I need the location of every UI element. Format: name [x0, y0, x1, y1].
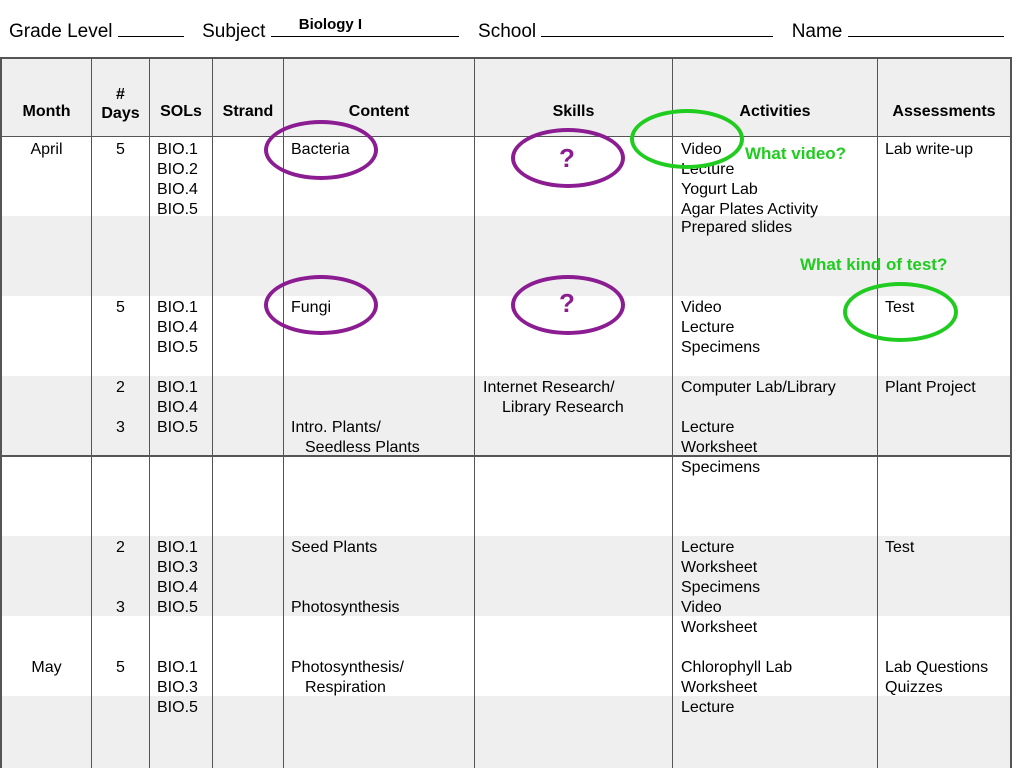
form-header	[9, 18, 1004, 43]
activity-item: Specimens	[681, 459, 761, 476]
sol-code: BIO.4	[157, 579, 198, 596]
sol-code: BIO.1	[157, 659, 198, 676]
activity-item: Agar Plates Activity	[681, 201, 818, 218]
days-cell: 5	[116, 659, 125, 676]
question-mark-annotation: ?	[559, 143, 575, 173]
activity-item: Specimens	[681, 339, 761, 356]
days-cell: 5	[116, 141, 125, 158]
assessment-cell: Lab write-up	[885, 141, 974, 158]
sol-code: BIO.4	[157, 181, 198, 198]
sol-code: BIO.3	[157, 679, 198, 696]
col-divider	[877, 57, 878, 768]
activities-cell	[681, 658, 792, 718]
assessment-cell: Plant Project	[885, 379, 976, 396]
subject-label: Subject	[202, 21, 266, 42]
skill-line: Internet Research/	[483, 379, 615, 396]
content-line: Intro. Plants/	[291, 419, 381, 436]
grade-level-field[interactable]	[118, 18, 184, 37]
spacer	[681, 398, 836, 418]
sol-code: BIO.4	[157, 399, 198, 416]
content-cell: Photosynthesis	[291, 599, 400, 616]
subject-field[interactable]	[271, 18, 459, 37]
activity-item: Worksheet	[681, 439, 758, 456]
activities-cell	[681, 378, 836, 478]
test-circle-annotation	[843, 282, 958, 342]
col-divider	[212, 57, 213, 768]
activity-item: Worksheet	[681, 559, 758, 576]
activity-item: Chlorophyll Lab	[681, 659, 793, 676]
content-cell: Fungi	[291, 299, 332, 316]
activity-item: Lecture	[681, 539, 735, 556]
content-line: Respiration	[305, 679, 386, 696]
school-label: School	[478, 21, 537, 42]
what-test-note: What kind of test?	[800, 255, 948, 274]
sol-code: BIO.1	[157, 379, 198, 396]
col-header-skills: Skills	[552, 103, 595, 120]
col-divider	[1010, 57, 1012, 768]
days-cell	[92, 378, 149, 438]
sols-cell	[157, 140, 198, 220]
content-cell: Seed Plants	[291, 539, 378, 556]
sol-code: BIO.1	[157, 141, 198, 158]
assessment-line: Quizzes	[885, 679, 943, 696]
days-value: 3	[116, 419, 125, 436]
col-header-strand: Strand	[222, 103, 274, 120]
activity-item: Lecture	[681, 699, 735, 716]
header-band	[2, 59, 1010, 137]
activity-item: Worksheet	[681, 619, 758, 636]
days-label: Days	[101, 105, 140, 122]
col-header-activities: Activities	[739, 103, 811, 120]
assessment-cell	[885, 658, 988, 698]
school-field[interactable]	[541, 18, 773, 37]
sols-cell	[157, 298, 198, 358]
table-top-border	[0, 57, 1012, 59]
col-divider	[474, 57, 475, 768]
skill-line: Library Research	[502, 399, 624, 416]
sol-code: BIO.5	[157, 699, 198, 716]
name-field[interactable]	[848, 18, 1004, 37]
sols-cell	[157, 378, 198, 438]
activity-item: Lecture	[681, 319, 735, 336]
activity-item: Computer Lab/Library	[681, 379, 836, 396]
sols-cell	[157, 658, 198, 718]
days-cell	[92, 538, 149, 618]
sol-code: BIO.1	[157, 299, 198, 316]
sol-code: BIO.2	[157, 161, 198, 178]
sol-code: BIO.5	[157, 419, 198, 436]
sol-code: BIO.5	[157, 201, 198, 218]
content-line: Seedless Plants	[305, 439, 420, 456]
activity-item: Video	[681, 141, 722, 158]
col-divider	[149, 57, 150, 768]
row-band	[2, 696, 1010, 768]
assessment-cell: Test	[885, 539, 915, 556]
sol-code: BIO.5	[157, 339, 198, 356]
fungi-circle-annotation	[264, 275, 378, 335]
assessment-cell: Test	[885, 299, 915, 316]
skills-cell	[483, 378, 624, 418]
question-mark-annotation: ?	[559, 288, 575, 318]
activity-item: Yogurt Lab	[681, 181, 758, 198]
sol-code: BIO.5	[157, 599, 198, 616]
activity-item: Video	[681, 599, 722, 616]
activity-item: Lecture	[681, 419, 735, 436]
days-value: 2	[116, 379, 125, 396]
subject-value: Biology I	[298, 16, 363, 33]
spacer	[92, 398, 149, 418]
days-value: 2	[116, 539, 125, 556]
col-header-days	[92, 85, 149, 123]
grade-level-label: Grade Level	[9, 21, 113, 42]
month-cell: April	[30, 141, 63, 158]
content-cell	[291, 658, 404, 698]
month-cell: May	[31, 659, 62, 676]
activity-item: Lecture	[681, 161, 735, 178]
col-header-assessments: Assessments	[892, 103, 996, 120]
content-line: Photosynthesis/	[291, 659, 404, 676]
col-header-month: Month	[22, 103, 71, 120]
activity-item: Worksheet	[681, 679, 758, 696]
spacer	[92, 558, 149, 598]
name-label: Name	[791, 21, 843, 42]
what-video-note: What video?	[745, 144, 847, 163]
days-cell: 5	[116, 299, 125, 316]
days-hash: #	[116, 86, 125, 103]
days-value: 3	[116, 599, 125, 616]
content-cell: Bacteria	[291, 141, 350, 158]
col-header-content: Content	[348, 103, 410, 120]
section-divider	[0, 455, 1012, 457]
activity-item: Video	[681, 299, 722, 316]
content-cell	[291, 418, 420, 458]
bacteria-circle-annotation	[264, 120, 378, 180]
activity-item: Specimens	[681, 579, 761, 596]
col-header-sols: SOLs	[160, 103, 202, 120]
assessment-line: Lab Questions	[885, 659, 989, 676]
video-circle-annotation	[630, 109, 744, 169]
row-band	[2, 536, 1010, 616]
sol-code: BIO.4	[157, 319, 198, 336]
header-divider	[0, 136, 1012, 137]
sol-code: BIO.3	[157, 559, 198, 576]
activities-cell	[681, 538, 760, 638]
sol-code: BIO.1	[157, 539, 198, 556]
sols-cell	[157, 538, 198, 618]
curriculum-table	[0, 57, 1012, 768]
activities-cell	[681, 298, 760, 358]
activity-item: Prepared slides	[681, 219, 793, 236]
